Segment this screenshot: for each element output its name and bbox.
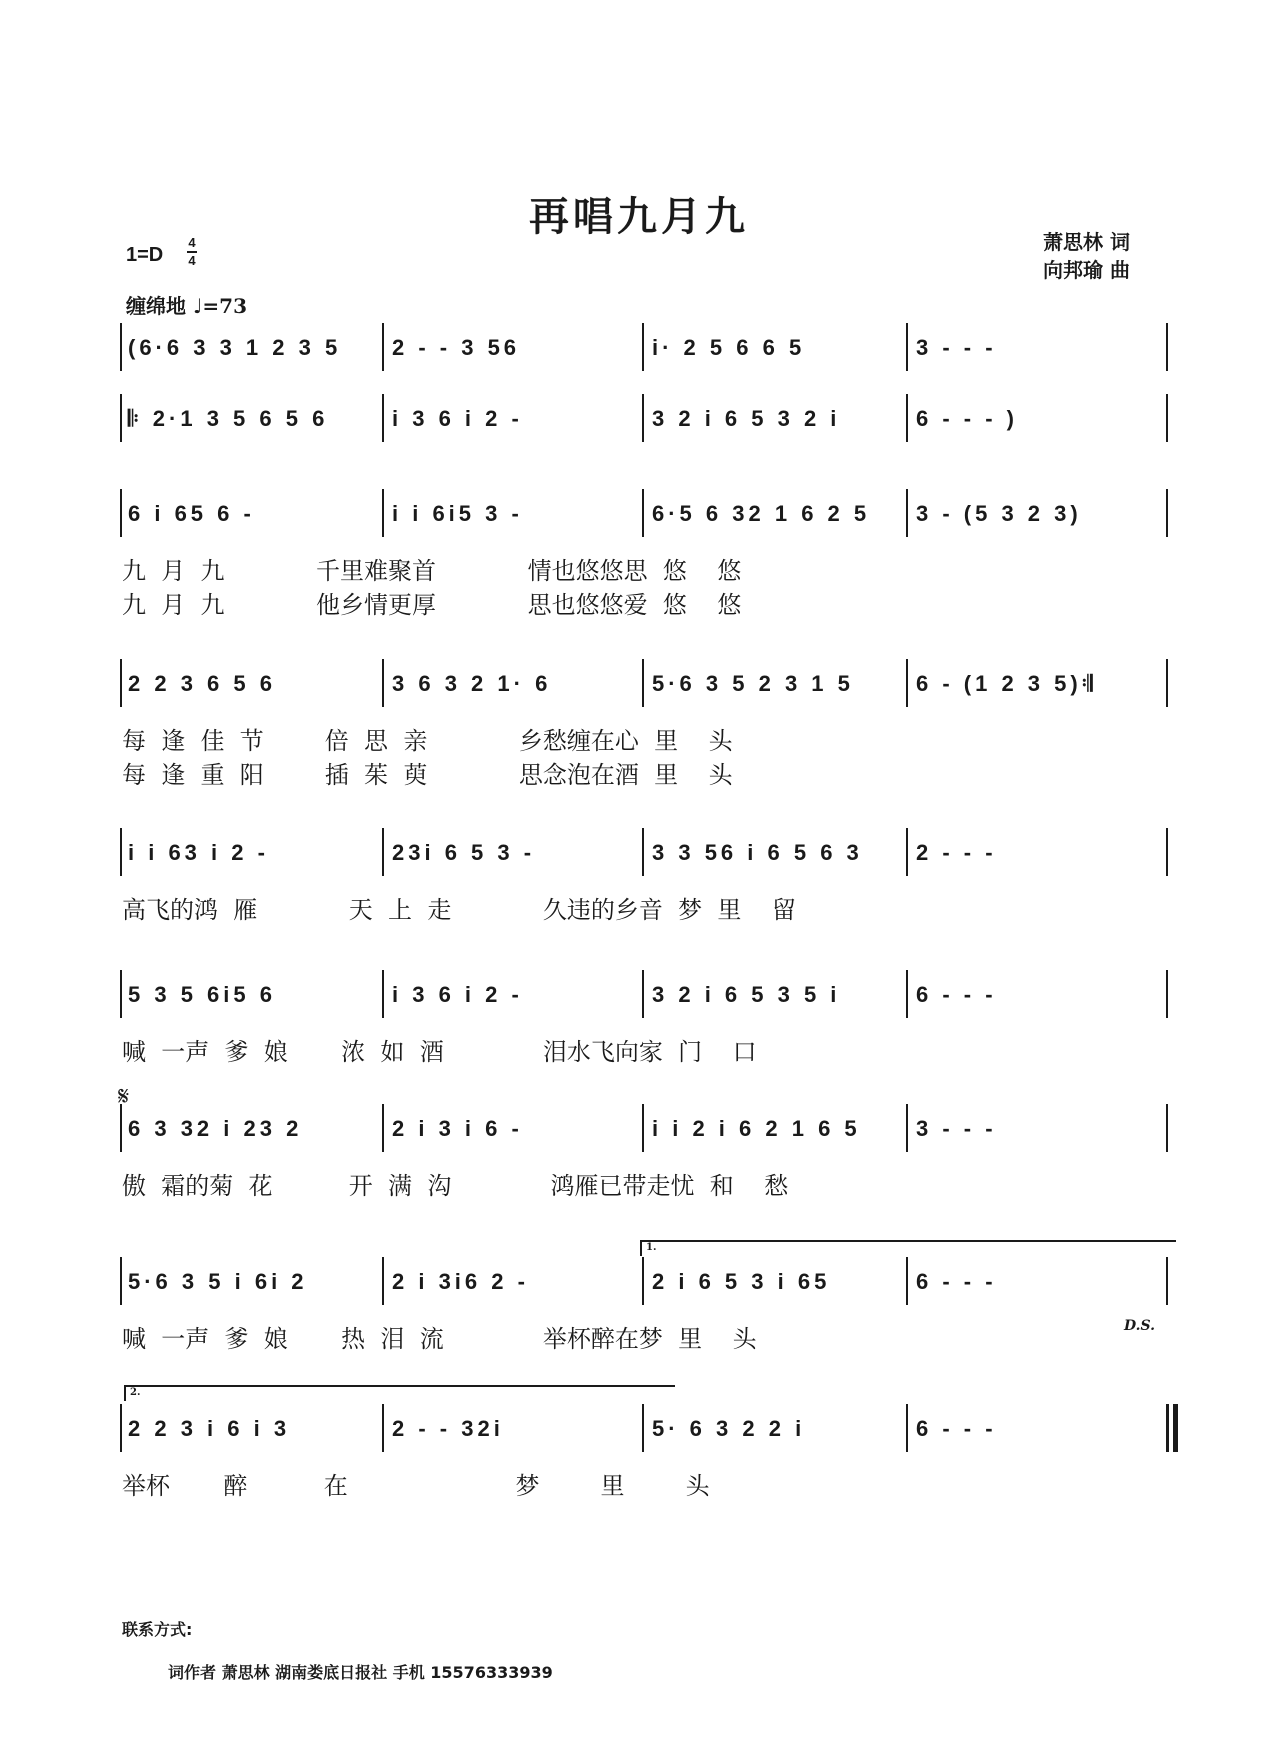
- notation-line: [0, 667, 1278, 701]
- measure: 3 - - -: [916, 335, 997, 360]
- measure: 3 6 3 2 1· 6: [392, 671, 552, 696]
- measure: 2 2 3 i 6 i 3: [128, 1416, 291, 1441]
- barline: [382, 970, 384, 1018]
- measure: 6·5 6 32 1 6 2 5: [652, 501, 871, 526]
- barline: [1166, 828, 1168, 876]
- barline: [120, 659, 122, 707]
- barline: [642, 970, 644, 1018]
- barline: [642, 489, 644, 537]
- barline: [906, 394, 908, 442]
- barline: [906, 1257, 908, 1305]
- contact-line: 词作者 萧思林 湖南娄底日报社 手机 15576333939: [168, 1663, 553, 1682]
- barline: [642, 394, 644, 442]
- lyric-line: 傲 霜的菊 花 开 满 沟 鸿雁已带走忧 和 愁: [122, 1172, 789, 1200]
- barline: [382, 489, 384, 537]
- barline: [906, 828, 908, 876]
- key-signature: 1=D: [126, 244, 164, 266]
- lyric-line: 九 月 九 千里难聚首 情也悠悠思 悠 悠: [122, 557, 742, 585]
- measure: 2 - - 32i: [392, 1416, 504, 1441]
- composer-credit: 向邦瑜 曲: [1043, 258, 1130, 282]
- barline: [642, 659, 644, 707]
- measure: 5·6 3 5 i 6i 2: [128, 1269, 308, 1294]
- page-title: 再唱九月九: [529, 193, 749, 240]
- lyricist-credit: 萧思林 词: [1043, 230, 1130, 254]
- measure: 6 3 32 i 23 2: [128, 1116, 303, 1141]
- barline: [642, 1104, 644, 1152]
- barline: [642, 1257, 644, 1305]
- barline: [906, 489, 908, 537]
- lyric-line: 喊 一声 爹 娘 热 泪 流 举杯醉在梦 里 头: [122, 1325, 757, 1353]
- barline: [120, 828, 122, 876]
- notation-line: [0, 1412, 1278, 1446]
- barline: [120, 489, 122, 537]
- barline: [120, 970, 122, 1018]
- notation-line: [0, 836, 1278, 870]
- barline: [1166, 1404, 1178, 1452]
- barline: [906, 970, 908, 1018]
- measure: 5· 6 3 2 2 i: [652, 1416, 806, 1441]
- measure: 6 - (1 2 3 5)𝄇: [916, 671, 1097, 696]
- lyric-line: 高飞的鸿 雁 天 上 走 久违的乡音 梦 里 留: [122, 896, 796, 924]
- barline: [382, 1104, 384, 1152]
- barline: [1166, 1257, 1168, 1305]
- measure: 6 - - -: [916, 982, 997, 1007]
- lyric-line: 喊 一声 爹 娘 浓 如 酒 泪水飞向家 门 口: [122, 1038, 757, 1066]
- measure: 3 - (5 3 2 3): [916, 501, 1082, 526]
- measure: i· 2 5 6 6 5: [652, 335, 806, 360]
- notation-line: [0, 402, 1278, 436]
- measure: 3 2 i 6 5 3 2 i: [652, 406, 841, 431]
- barline: [906, 659, 908, 707]
- measure: 2 i 3 i 6 -: [392, 1116, 523, 1141]
- measure: i i 6i5 3 -: [392, 501, 523, 526]
- measure: 3 2 i 6 5 3 5 i: [652, 982, 841, 1007]
- measure: 6 i 65 6 -: [128, 501, 255, 526]
- first-ending-label: 1.: [646, 1242, 657, 1253]
- dal-segno-mark: D.S.: [1124, 1318, 1156, 1334]
- time-signature: [187, 236, 197, 268]
- barline: [120, 323, 122, 371]
- barline: [1166, 970, 1168, 1018]
- barline: [382, 1257, 384, 1305]
- barline: [906, 1104, 908, 1152]
- measure: 5 3 5 6i5 6: [128, 982, 276, 1007]
- barline: [120, 1404, 122, 1452]
- measure: 3 - - -: [916, 1116, 997, 1141]
- barline: [382, 828, 384, 876]
- second-ending-label: 2.: [130, 1387, 141, 1398]
- first-ending-bracket: [640, 1240, 1176, 1256]
- barline: [642, 1404, 644, 1452]
- barline: [906, 1404, 908, 1452]
- measure: 2 2 3 6 5 6: [128, 671, 276, 696]
- tempo-marking: 缠绵地 ♩=73: [126, 294, 247, 318]
- measure: 6 - - - ): [916, 406, 1018, 431]
- barline: [1166, 659, 1168, 707]
- lyric-line: 九 月 九 他乡情更厚 思也悠悠爱 悠 悠: [122, 591, 742, 619]
- barline: [382, 659, 384, 707]
- barline: [1166, 489, 1168, 537]
- barline: [642, 828, 644, 876]
- measure: (6·6 3 3 1 2 3 5: [128, 335, 342, 360]
- measure: i 3 6 i 2 -: [392, 982, 523, 1007]
- time-signature-top: 4: [188, 235, 196, 250]
- barline: [382, 394, 384, 442]
- measure: 2 - - -: [916, 840, 997, 865]
- time-signature-bottom: 4: [188, 253, 196, 268]
- measure: 5·6 3 5 2 3 1 5: [652, 671, 854, 696]
- notation-line: [0, 497, 1278, 531]
- measure: i i 63 i 2 -: [128, 840, 269, 865]
- barline: [382, 323, 384, 371]
- barline: [642, 323, 644, 371]
- measure: 2 i 6 5 3 i 65: [652, 1269, 831, 1294]
- contact-label: 联系方式:: [122, 1620, 193, 1639]
- measure: 6 - - -: [916, 1416, 997, 1441]
- measure: 2 - - 3 56: [392, 335, 521, 360]
- barline: [1166, 323, 1168, 371]
- measure: 2 i 3i6 2 -: [392, 1269, 529, 1294]
- barline: [1166, 1104, 1168, 1152]
- notation-line: [0, 1265, 1278, 1299]
- segno-sign: 𝄋: [118, 1082, 130, 1112]
- barline: [120, 1257, 122, 1305]
- lyric-line: 每 逢 佳 节 倍 思 亲 乡愁缠在心 里 头: [122, 727, 733, 755]
- barline: [906, 323, 908, 371]
- lyric-line: 举杯 醉 在 梦 里 头: [122, 1472, 710, 1500]
- notation-line: [0, 1112, 1278, 1146]
- barline: [120, 394, 122, 442]
- barline: [382, 1404, 384, 1452]
- barline: [1166, 394, 1168, 442]
- measure: 𝄆 2·1 3 5 6 5 6: [128, 406, 329, 431]
- notation-line: [0, 978, 1278, 1012]
- measure: i 3 6 i 2 -: [392, 406, 523, 431]
- notation-line: [0, 331, 1278, 365]
- measure: 3 3 56 i 6 5 6 3: [652, 840, 863, 865]
- lyric-line: 每 逢 重 阳 插 茱 萸 思念泡在酒 里 头: [122, 761, 733, 789]
- second-ending-bracket: [124, 1385, 675, 1401]
- measure: 23i 6 5 3 -: [392, 840, 536, 865]
- measure: 6 - - -: [916, 1269, 997, 1294]
- measure: i i 2 i 6 2 1 6 5: [652, 1116, 861, 1141]
